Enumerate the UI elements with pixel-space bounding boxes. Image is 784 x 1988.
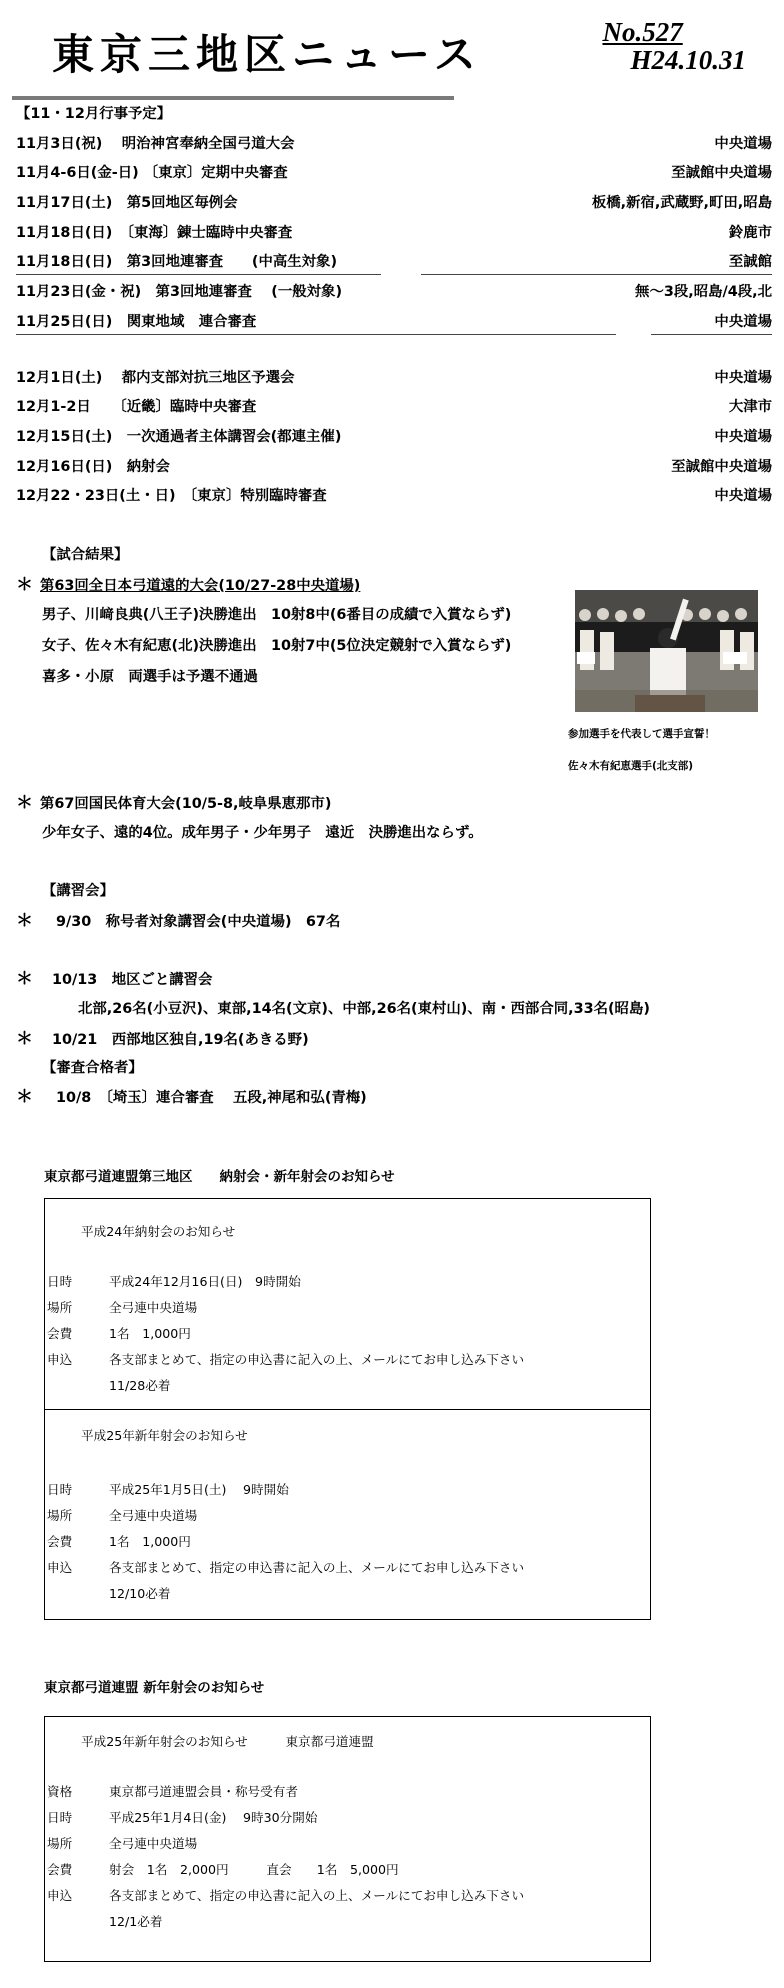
seminar-item-2-detail: 北部,26名(小豆沢)、東部,14名(文京)、中部,26名(東村山)、南・西部合同,33名(昭島) xyxy=(78,1001,650,1017)
deadline: 12/1必着 xyxy=(109,1914,163,1929)
seminar-item-3 xyxy=(16,1024,309,1055)
bullet-star: ＊ xyxy=(16,1087,33,1107)
field-label: 日時 xyxy=(47,1274,73,1289)
schedule-row xyxy=(16,453,772,483)
newsletter-title: 東京三地区ニュース xyxy=(52,30,482,79)
results-line: 女子、佐々木有紀恵(北)決勝進出 10射7中(5位決定競射で入賞ならず) xyxy=(42,638,512,654)
schedule-row xyxy=(16,393,772,423)
schedule-place: 中央道場 xyxy=(714,428,772,445)
field-value: 東京都弓道連盟会員・称号受有者 xyxy=(109,1784,298,1799)
exam-heading: 【審査合格者】 xyxy=(42,1060,143,1076)
exam-item-1-text: 10/8 〔埼玉〕連合審査 五段,神尾和弘(青梅) xyxy=(56,1090,367,1106)
field-value: 射会 1名 2,000円 直会 1名 5,000円 xyxy=(109,1862,399,1877)
field-label: 場所 xyxy=(47,1836,73,1851)
archery-photo xyxy=(575,590,758,712)
schedule-place: 中央道場 xyxy=(714,488,772,505)
row-underline xyxy=(421,274,772,275)
field-value: 平成25年1月5日(土) 9時開始 xyxy=(109,1482,289,1497)
photo-caption-2: 佐々木有紀恵選手(北支部) xyxy=(568,760,694,772)
notice-divider xyxy=(45,1409,650,1410)
schedule-place: 無～3段,昭島/4段,北 xyxy=(635,284,772,301)
bullet-star: ＊ xyxy=(16,969,33,989)
schedule-event: 12月1-2日 〔近畿〕臨時中央審査 xyxy=(16,399,257,416)
notice-2-heading: 東京都弓道連盟 新年射会のお知らせ xyxy=(44,1680,265,1696)
field-label: 会費 xyxy=(47,1326,73,1341)
schedule-event: 11月25日(日) 関東地域 連合審査 xyxy=(16,313,257,330)
schedule-row xyxy=(16,278,772,308)
photo-caption-1: 参加選手を代表して選手宣誓！ xyxy=(568,728,715,740)
archery-photo-image xyxy=(575,590,758,712)
field-value: 各支部まとめて、指定の申込書に記入の上、メールにてお申し込み下さい xyxy=(109,1888,525,1903)
schedule-place: 板橋,新宿,武蔵野,町田,昭島 xyxy=(591,195,772,212)
issue-date: H24.10.31 xyxy=(630,45,746,75)
schedule-event: 11月4-6日(金-日) 〔東京〕定期中央審査 xyxy=(16,165,288,182)
notice-1-box xyxy=(44,1198,651,1620)
deadline: 11/28必着 xyxy=(109,1378,171,1393)
field-value: 各支部まとめて、指定の申込書に記入の上、メールにてお申し込み下さい xyxy=(109,1352,525,1367)
exam-item-1 xyxy=(16,1082,367,1113)
results-item-2 xyxy=(16,788,331,819)
results-line: 喜多・小原 両選手は予選不通過 xyxy=(42,669,258,685)
schedule-event: 12月15日(土) 一次通過者主体講習会(都連主催) xyxy=(16,428,342,445)
results-item-2-line: 少年女子、遠的4位。成年男子・少年男子 遠近 決勝進出ならず。 xyxy=(42,825,483,841)
schedule-place: 中央道場 xyxy=(714,369,772,386)
schedule-row xyxy=(16,130,772,160)
schedule-event: 12月16日(日) 納射会 xyxy=(16,458,170,475)
field-value: 1名 1,000円 xyxy=(109,1326,191,1341)
field-value: 平成25年1月4日(金) 9時30分開始 xyxy=(109,1810,318,1825)
issue-info xyxy=(590,18,746,74)
bullet-star: ＊ xyxy=(16,575,33,595)
schedule-event: 12月1日(土) 都内支部対抗三地区予選会 xyxy=(16,369,295,386)
field-label: 申込 xyxy=(47,1352,73,1367)
notice-2-box xyxy=(44,1716,651,1962)
field-label: 日時 xyxy=(47,1482,73,1497)
notice-2-title: 平成25年新年射会のお知らせ 東京都弓道連盟 xyxy=(81,1734,374,1749)
bullet-star: ＊ xyxy=(16,911,33,931)
schedule-heading: 【11・12月行事予定】 xyxy=(16,106,172,122)
results-heading: 【試合結果】 xyxy=(42,547,129,563)
field-value: 全弓連中央道場 xyxy=(109,1508,198,1523)
schedule-place: 中央道場 xyxy=(714,135,772,152)
row-underline xyxy=(16,334,616,335)
bullet-star: ＊ xyxy=(16,1029,33,1049)
schedule-row xyxy=(16,482,772,512)
schedule-place: 至誠館中央道場 xyxy=(671,458,772,475)
schedule-event: 11月18日(日) 〔東海〕錬士臨時中央審査 xyxy=(16,224,293,241)
seminar-item-3-text: 10/21 西部地区独自,19名(あきる野) xyxy=(52,1032,309,1048)
bullet-star: ＊ xyxy=(16,793,33,813)
schedule-section xyxy=(16,100,772,512)
schedule-event: 11月17日(土) 第5回地区毎例会 xyxy=(16,195,238,212)
schedule-place: 大津市 xyxy=(728,399,772,416)
schedule-row xyxy=(16,159,772,189)
field-label: 場所 xyxy=(47,1508,73,1523)
schedule-place: 鈴鹿市 xyxy=(728,224,772,241)
field-value: 全弓連中央道場 xyxy=(109,1836,198,1851)
seminars-heading: 【講習会】 xyxy=(42,883,114,899)
issue-number: No.527 xyxy=(602,17,683,47)
schedule-row xyxy=(16,308,772,338)
results-item-1 xyxy=(16,570,360,601)
results-line: 男子、川﨑良典(八王子)決勝進出 10射8中(6番目の成績で入賞ならず) xyxy=(42,607,512,623)
seminar-item-2 xyxy=(16,964,212,995)
schedule-event: 11月3日(祝) 明治神宮奉納全国弓道大会 xyxy=(16,135,295,152)
notice-1b-title: 平成25年新年射会のお知らせ xyxy=(81,1428,248,1443)
field-label: 申込 xyxy=(47,1560,73,1575)
schedule-event: 12月22・23日(土・日) 〔東京〕特別臨時審査 xyxy=(16,488,327,505)
field-label: 日時 xyxy=(47,1810,73,1825)
schedule-row xyxy=(16,364,772,394)
field-label: 会費 xyxy=(47,1534,73,1549)
field-value: 平成24年12月16日(日) 9時開始 xyxy=(109,1274,301,1289)
field-label: 資格 xyxy=(47,1784,73,1799)
seminar-item-1 xyxy=(16,906,340,937)
field-label: 会費 xyxy=(47,1862,73,1877)
schedule-place: 中央道場 xyxy=(714,313,772,330)
field-value: 全弓連中央道場 xyxy=(109,1300,198,1315)
seminar-item-2-text: 10/13 地区ごと講習会 xyxy=(52,972,213,988)
schedule-event: 11月23日(金・祝) 第3回地連審査 (一般対象) xyxy=(16,284,343,301)
schedule-row xyxy=(16,423,772,453)
notice-1a-title: 平成24年納射会のお知らせ xyxy=(81,1224,236,1239)
schedule-place: 至誠館 xyxy=(728,254,772,271)
schedule-row xyxy=(16,248,772,278)
row-underline xyxy=(651,334,772,335)
schedule-place: 至誠館中央道場 xyxy=(671,165,772,182)
seminar-item-1-text: 9/30 称号者対象講習会(中央道場) 67名 xyxy=(56,914,341,930)
field-label: 申込 xyxy=(47,1888,73,1903)
schedule-spacer xyxy=(16,338,772,364)
results-item-2-title: 第67回国民体育大会(10/5-8,岐阜県恵那市) xyxy=(40,796,332,812)
field-label: 場所 xyxy=(47,1300,73,1315)
deadline: 12/10必着 xyxy=(109,1586,171,1601)
schedule-event: 11月18日(日) 第3回地連審査 (中高生対象) xyxy=(16,254,338,271)
field-value: 各支部まとめて、指定の申込書に記入の上、メールにてお申し込み下さい xyxy=(109,1560,525,1575)
notice-1-heading: 東京都弓道連盟第三地区 納射会・新年射会のお知らせ xyxy=(44,1169,395,1185)
schedule-row xyxy=(16,189,772,219)
results-item-1-title: 第63回全日本弓道遠的大会(10/27-28中央道場) xyxy=(40,578,361,594)
schedule-row xyxy=(16,219,772,249)
row-underline xyxy=(16,274,381,275)
field-value: 1名 1,000円 xyxy=(109,1534,191,1549)
